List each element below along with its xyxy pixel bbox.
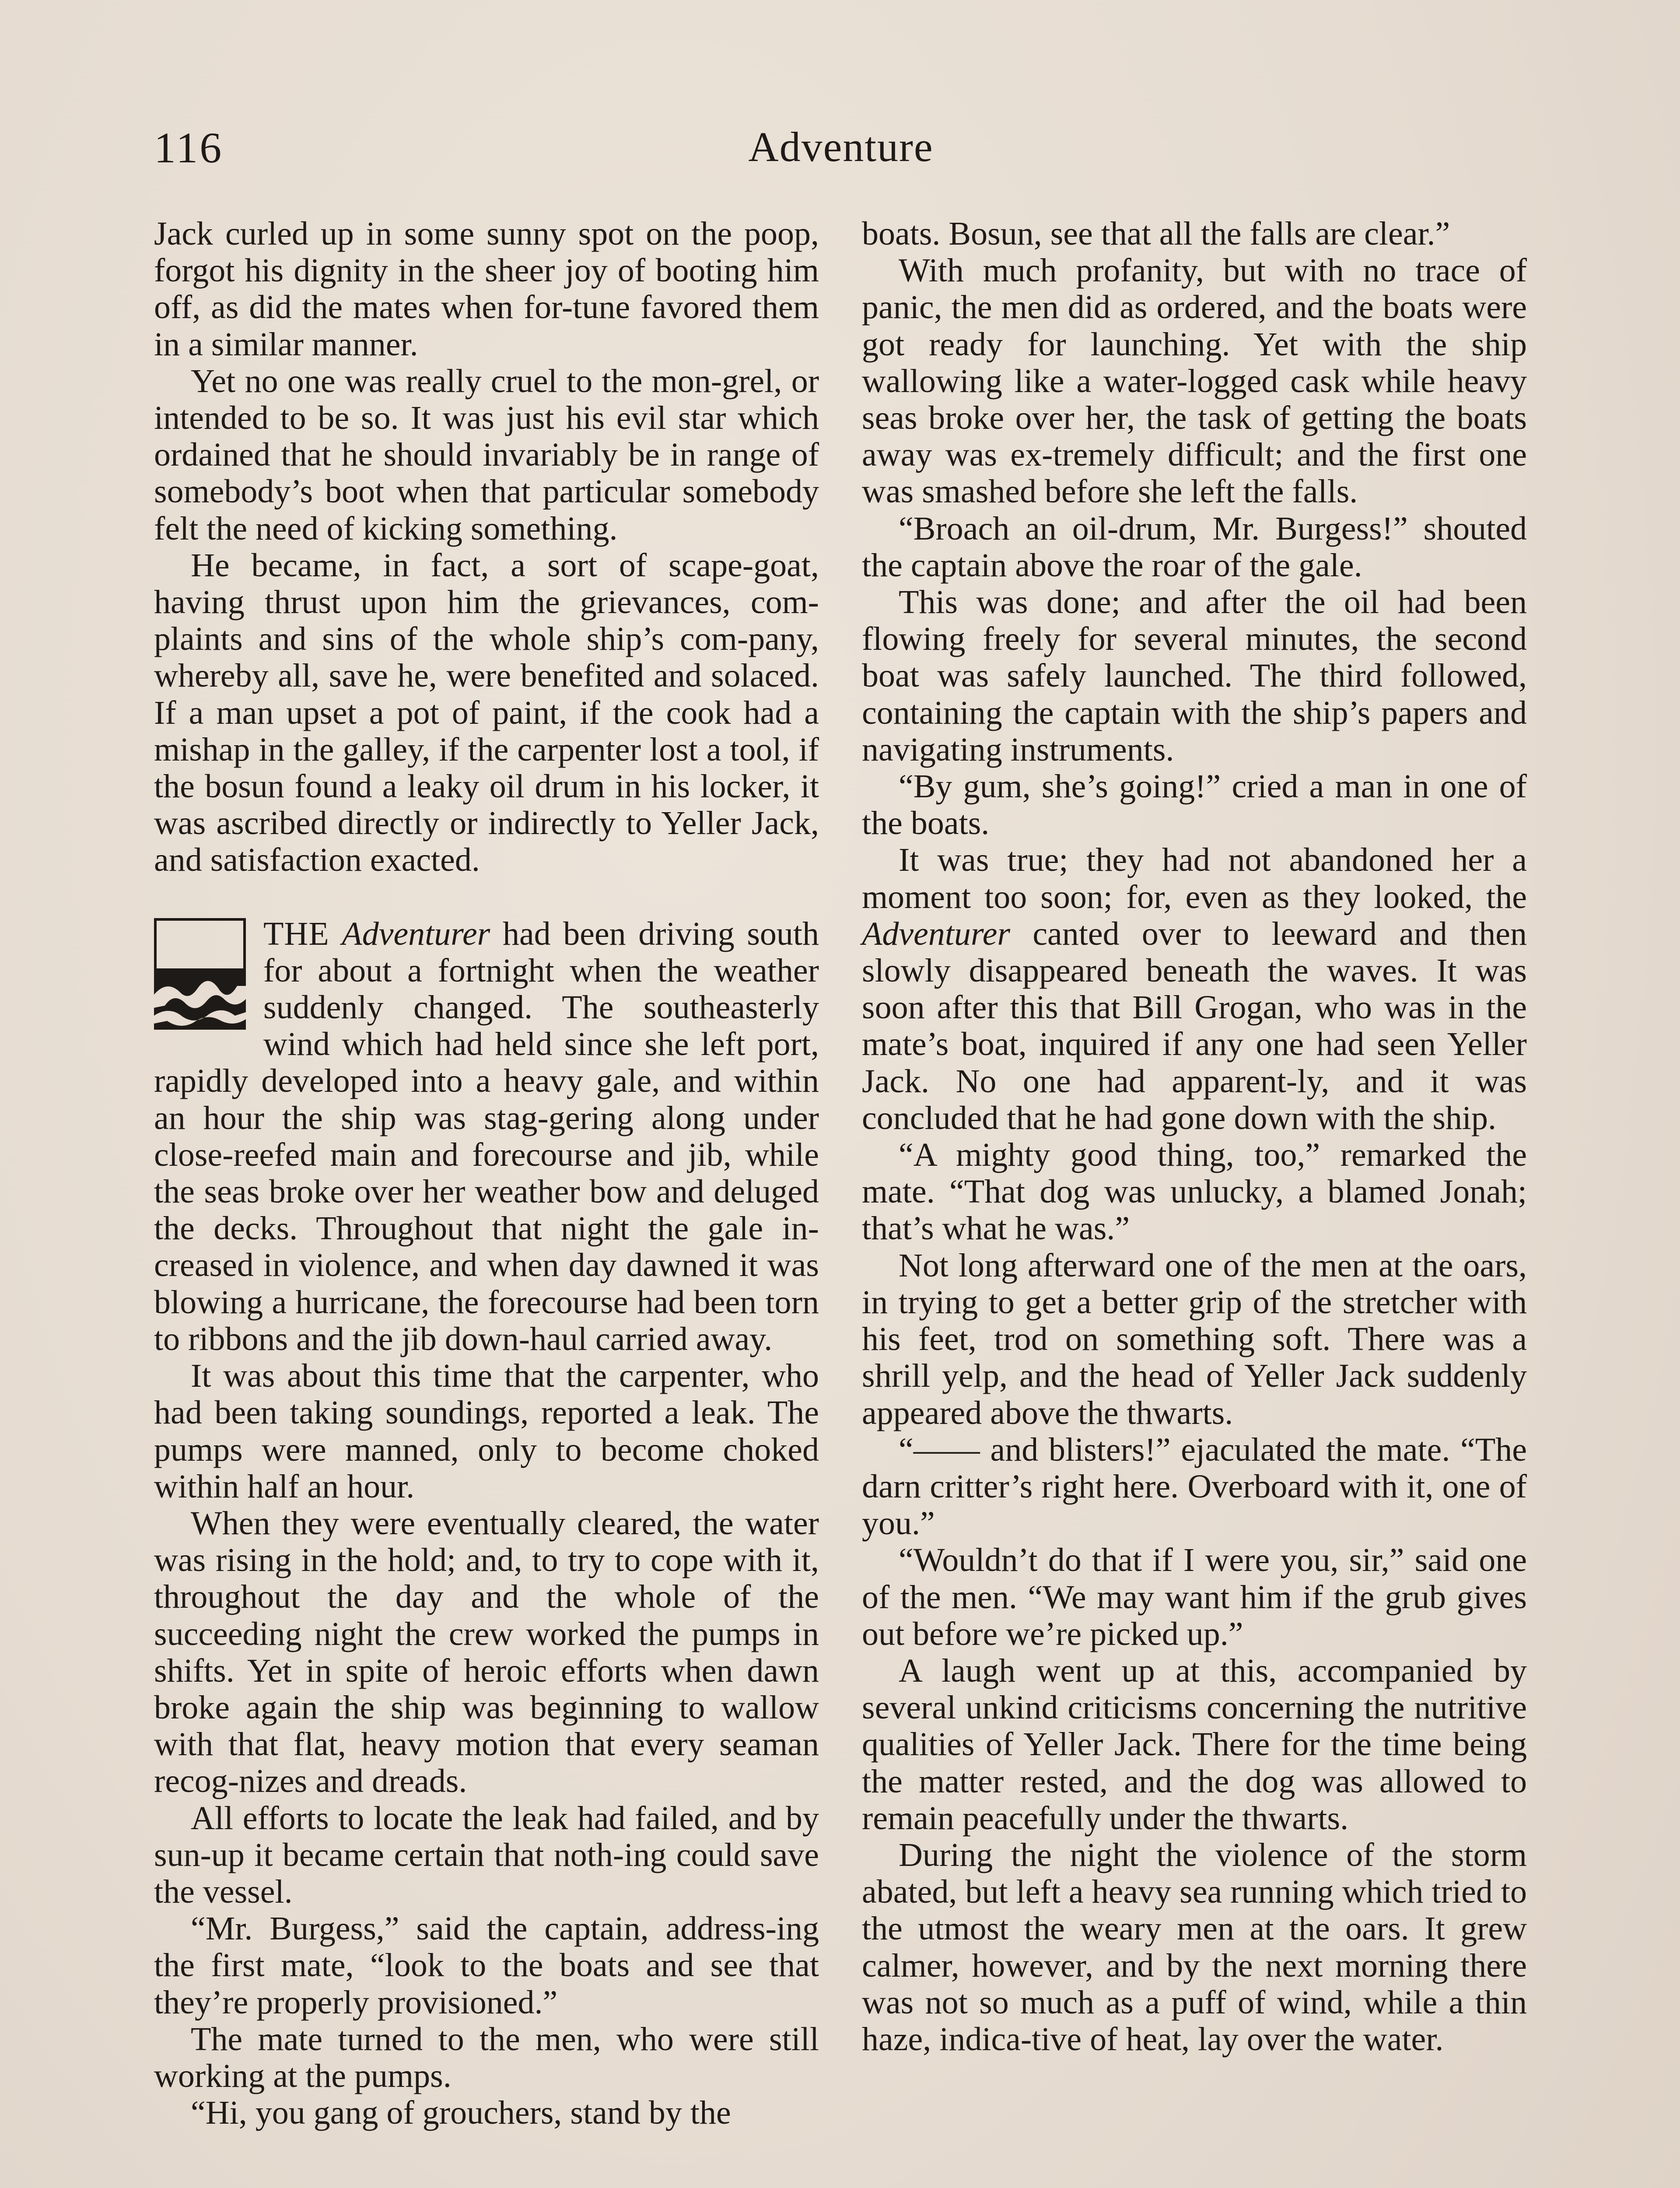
paragraph: This was done; and after the oil had been flowing freely for several minutes, the second boat was safely launched. The third followed, containing the captain with the ship’s papers and navigating instruments.: [862, 584, 1527, 768]
ship-name: Adventurer: [862, 915, 1011, 952]
page-number: 116: [154, 123, 224, 172]
paragraph: “A mighty good thing, too,” remarked the mate. “That dog was unlucky, a blamed Jonah; that’s what he was.”: [862, 1136, 1527, 1247]
paragraph: “Mr. Burgess,” said the captain, address-ing the first mate, “look to the boats and see that they’re properly provisioned.”: [154, 1910, 819, 2021]
sinking-after: canted over to leeward and then slowly disappeared beneath the waves. It was soon after this that Bill Grogan, who was in the mate’s boat, inquired if any one had seen Yeller Jack. No one had apparent-ly, and it was concluded that he had gone down with the ship.: [862, 915, 1527, 1136]
paragraph: Not long afterward one of the men at the oars, in trying to get a better grip of the stretcher with his feet, trod on something soft. There was a shrill yelp, and the head of Yeller Jack suddenly appeared above the thwarts.: [862, 1247, 1527, 1431]
paragraph: Jack curled up in some sunny spot on the poop, forgot his dignity in the sheer joy of booting him off, as did the mates when for-tune favored them in a similar manner.: [154, 215, 819, 363]
page-header: [154, 118, 1528, 188]
paragraph: boats. Bosun, see that all the falls are clear.”: [862, 215, 1450, 252]
sinking-before: It was true; they had not abandoned her a moment too soon; for, even as they looked, the: [862, 842, 1527, 915]
paragraph: During the night the violence of the storm abated, but left a heavy sea running which tried to the utmost the weary men at the oars. It grew calmer, however, and by the next morning there was not so much as a puff of wind, while a thin haze, indica-tive of heat, lay over the water.: [862, 1836, 1527, 2058]
paragraph: “—— and blisters!” ejaculated the mate. “The darn critter’s right here. Overboard with it, one of you.”: [862, 1431, 1527, 1542]
paragraph: Yet no one was really cruel to the mon-grel, or intended to be so. It was just his evil star which ordained that he should invariably be in range of somebody’s boot when that particular somebody felt the need of kicking something.: [154, 362, 819, 547]
paragraph-sinking: [862, 842, 1527, 1136]
paragraph: All efforts to locate the leak had failed, and by sun-up it became certain that noth-ing could save the vessel.: [154, 1799, 819, 1910]
section-lead: THE: [263, 915, 329, 952]
paragraph: A laugh went up at this, accompanied by several unkind criticisms concerning the nutritive qualities of Yeller Jack. There for the time being the matter rested, and the dog was allowed to remain peacefully under the thwarts.: [862, 1652, 1527, 1837]
paragraph: It was about this time that the carpenter, who had been taking soundings, reported a leak. The pumps were manned, only to become choked within half an hour.: [154, 1357, 819, 1505]
right-column: [862, 215, 1527, 2058]
paragraph: The mate turned to the men, who were still working at the pumps.: [154, 2020, 819, 2094]
paragraph: When they were eventually cleared, the water was rising in the hold; and, to try to cope with it, throughout the day and the whole of the succeeding night the crew worked the pumps in shifts. Yet in spite of heroic efforts when dawn broke again the ship was beginning to wallow with that flat, heavy motion that every seaman recog-nizes and dreads.: [154, 1504, 819, 1800]
paragraph: “Broach an oil-drum, Mr. Burgess!” shouted the captain above the roar of the gale.: [862, 510, 1527, 584]
running-title: Adventure: [748, 123, 934, 170]
paragraph: He became, in fact, a sort of scape-goat, having thrust upon him the grievances, com-plaints and sins of the whole ship’s com-pany, whereby all, save he, were benefited and solaced. If a man upset a pot of paint, if the cook had a mishap in the galley, if the carpenter lost a tool, if the bosun found a leaky oil drum in his locker, it was ascribed directly or indirectly to Yeller Jack, and satisfaction exacted.: [154, 547, 819, 879]
left-column: [154, 215, 819, 2131]
section-text: had been driving south for about a fortnight when the weather suddenly changed. The southeasterly wind which had held since she left port, rapidly developed into a heavy gale, and within an hour the ship was stag-gering along under close-reefed main and forecourse and jib, while the seas broke over her weather bow and deluged the decks. Throughout that night the gale in-creased in violence, and when day dawned it was blowing a hurricane, the forecourse had been torn to ribbons and the jib down-haul carried away.: [154, 915, 819, 1357]
paragraph: With much profanity, but with no trace of panic, the men did as ordered, and the boats were got ready for launching. Yet with the ship wallowing like a water-logged cask while heavy seas broke over her, the task of getting the boats away was ex-tremely difficult; and the first one was smashed before she left the falls.: [862, 252, 1527, 510]
section-opening: [154, 915, 819, 1357]
paragraph: “By gum, she’s going!” cried a man in one of the boats.: [862, 768, 1527, 842]
paragraph: “Wouldn’t do that if I were you, sir,” said one of the men. “We may want him if the grub gives out before we’re picked up.”: [862, 1542, 1527, 1652]
paragraph: “Hi, you gang of grouchers, stand by the: [191, 2094, 731, 2132]
waves-icon: [154, 918, 246, 1030]
ship-name: Adventurer: [342, 915, 490, 952]
